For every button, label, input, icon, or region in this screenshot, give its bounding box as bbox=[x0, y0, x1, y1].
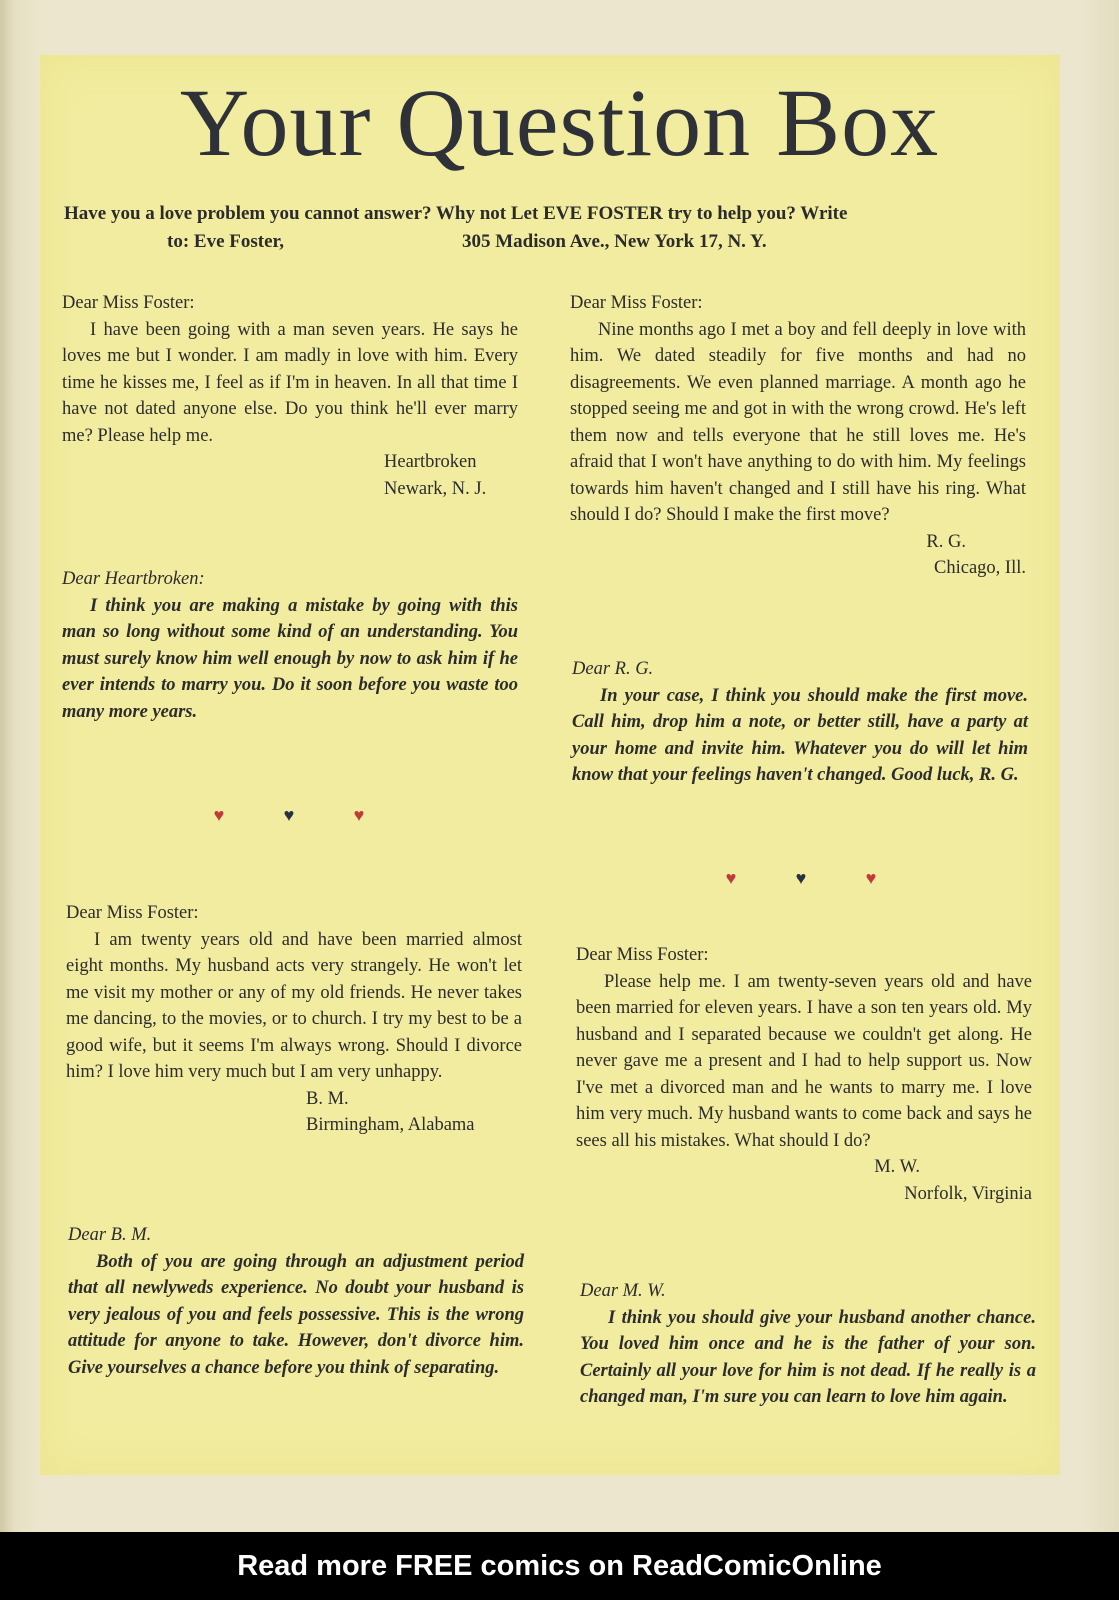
letter-salutation: Dear Miss Foster: bbox=[570, 293, 703, 313]
heart-icon: ♥ bbox=[353, 805, 365, 825]
heart-icon: ♥ bbox=[725, 868, 737, 888]
letter-2 bbox=[570, 290, 1026, 582]
letter-body: Nine months ago I met a boy and fell deeply in love with him. We dated steadily for five months and had no disagreements. We even planned marriage. A month ago he stopped seeing me and got in with the wrong crowd. He's left them now and tells everyone that he still loves me. He's afraid that I won't have anything to do with him. My feelings towards him haven't changed and I still have his ring. What should I do? Should I make the first move? bbox=[570, 319, 1026, 525]
letter-signature: B. M. bbox=[306, 1088, 349, 1109]
reply-2 bbox=[572, 656, 1028, 789]
letter-salutation: Dear Miss Foster: bbox=[66, 903, 199, 923]
reply-body: Both of you are going through an adjustment period that all newlyweds experience. No doubt your husband is very jealous of you and feels possessive. This is the wrong attitude for anyone to take. However, don't divorce him. Give yourselves a chance before you think of separating. bbox=[68, 1251, 524, 1378]
letter-location: Norfolk, Virginia bbox=[904, 1183, 1032, 1204]
letter-body: Please help me. I am twenty-seven years old and have been married for eleven years. I have a son ten years old. My husband and I separated because we couldn't get along. He never gave me a present and I had to help support us. Now I've met a divorced man and he wants to marry me. I love him very much. My husband wants to come back and says he sees all his mistakes. What should I do? bbox=[576, 971, 1032, 1151]
promo-footer[interactable] bbox=[0, 1532, 1119, 1600]
letter-location: Newark, N. J. bbox=[384, 478, 487, 499]
heart-icon: ♥ bbox=[283, 805, 295, 825]
reply-salutation: Dear M. W. bbox=[580, 1281, 666, 1301]
reply-body: I think you should give your husband another chance. You loved him once and he is the father of your son. Certainly all your love for him is not dead. If he really is a changed man, I'm sure you can learn to love him again. bbox=[580, 1307, 1036, 1407]
promo-footer-link[interactable]: Read more FREE comics on ReadComicOnline bbox=[237, 1550, 882, 1582]
heart-divider-right bbox=[696, 868, 906, 889]
letter-salutation: Dear Miss Foster: bbox=[62, 293, 195, 313]
reply-3 bbox=[68, 1222, 524, 1381]
letter-3 bbox=[66, 900, 522, 1139]
reply-salutation: Dear B. M. bbox=[68, 1225, 152, 1245]
letter-body: I am twenty years old and have been married almost eight months. My husband acts very strangely. He won't let me visit my mother or any of my old friends. He never takes me dancing, to the movies, or to church. I try my best to be a good wife, but it seems I'm always wrong. Should I divorce him? I love him very much but I am very unhappy. bbox=[66, 929, 522, 1082]
letter-location: Birmingham, Alabama bbox=[306, 1115, 475, 1135]
reply-salutation: Dear R. G. bbox=[572, 659, 654, 679]
heart-icon: ♥ bbox=[795, 868, 807, 888]
letter-4 bbox=[576, 942, 1032, 1207]
heart-icon: ♥ bbox=[213, 805, 225, 825]
reply-4 bbox=[580, 1278, 1036, 1411]
heart-icon: ♥ bbox=[865, 868, 877, 888]
letter-signature: Heartbroken bbox=[384, 452, 477, 472]
heart-divider-left bbox=[184, 805, 394, 826]
intro-to: to: Eve Foster, bbox=[167, 231, 284, 252]
letter-signature: R. G. bbox=[926, 531, 966, 552]
letter-1 bbox=[62, 290, 518, 502]
reply-body: In your case, I think you should make the first move. Call him, drop him a note, or better still, have a party at your home and invite him. Whatever you do will let him know that your feelings haven't changed. Good luck, R. G. bbox=[572, 685, 1028, 785]
intro-text bbox=[64, 200, 1054, 256]
reply-body: I think you are making a mistake by going with this man so long without some kind of an understanding. You must surely know him well enough by now to ask him if he ever intends to marry you. Do it soon before you waste too many more years. bbox=[62, 595, 518, 722]
page-title: Your Question Box bbox=[179, 69, 940, 176]
intro-address: 305 Madison Ave., New York 17, N. Y. bbox=[461, 231, 767, 252]
letter-body: I have been going with a man seven years. He says he loves me but I wonder. I am madly in love with him. Every time he kisses me, I feel as if I'm in heaven. In all that time I have not dated anyone else. Do you think he'll ever marry me? Please help me. bbox=[62, 319, 518, 446]
letter-location: Chicago, Ill. bbox=[934, 558, 1026, 578]
reply-salutation: Dear Heartbroken: bbox=[62, 569, 205, 589]
letter-signature: M. W. bbox=[874, 1157, 920, 1177]
letter-salutation: Dear Miss Foster: bbox=[576, 945, 709, 965]
reply-1 bbox=[62, 566, 518, 725]
intro-line-1: Have you a love problem you cannot answer? Why not Let EVE FOSTER try to help you? Write bbox=[64, 203, 848, 224]
